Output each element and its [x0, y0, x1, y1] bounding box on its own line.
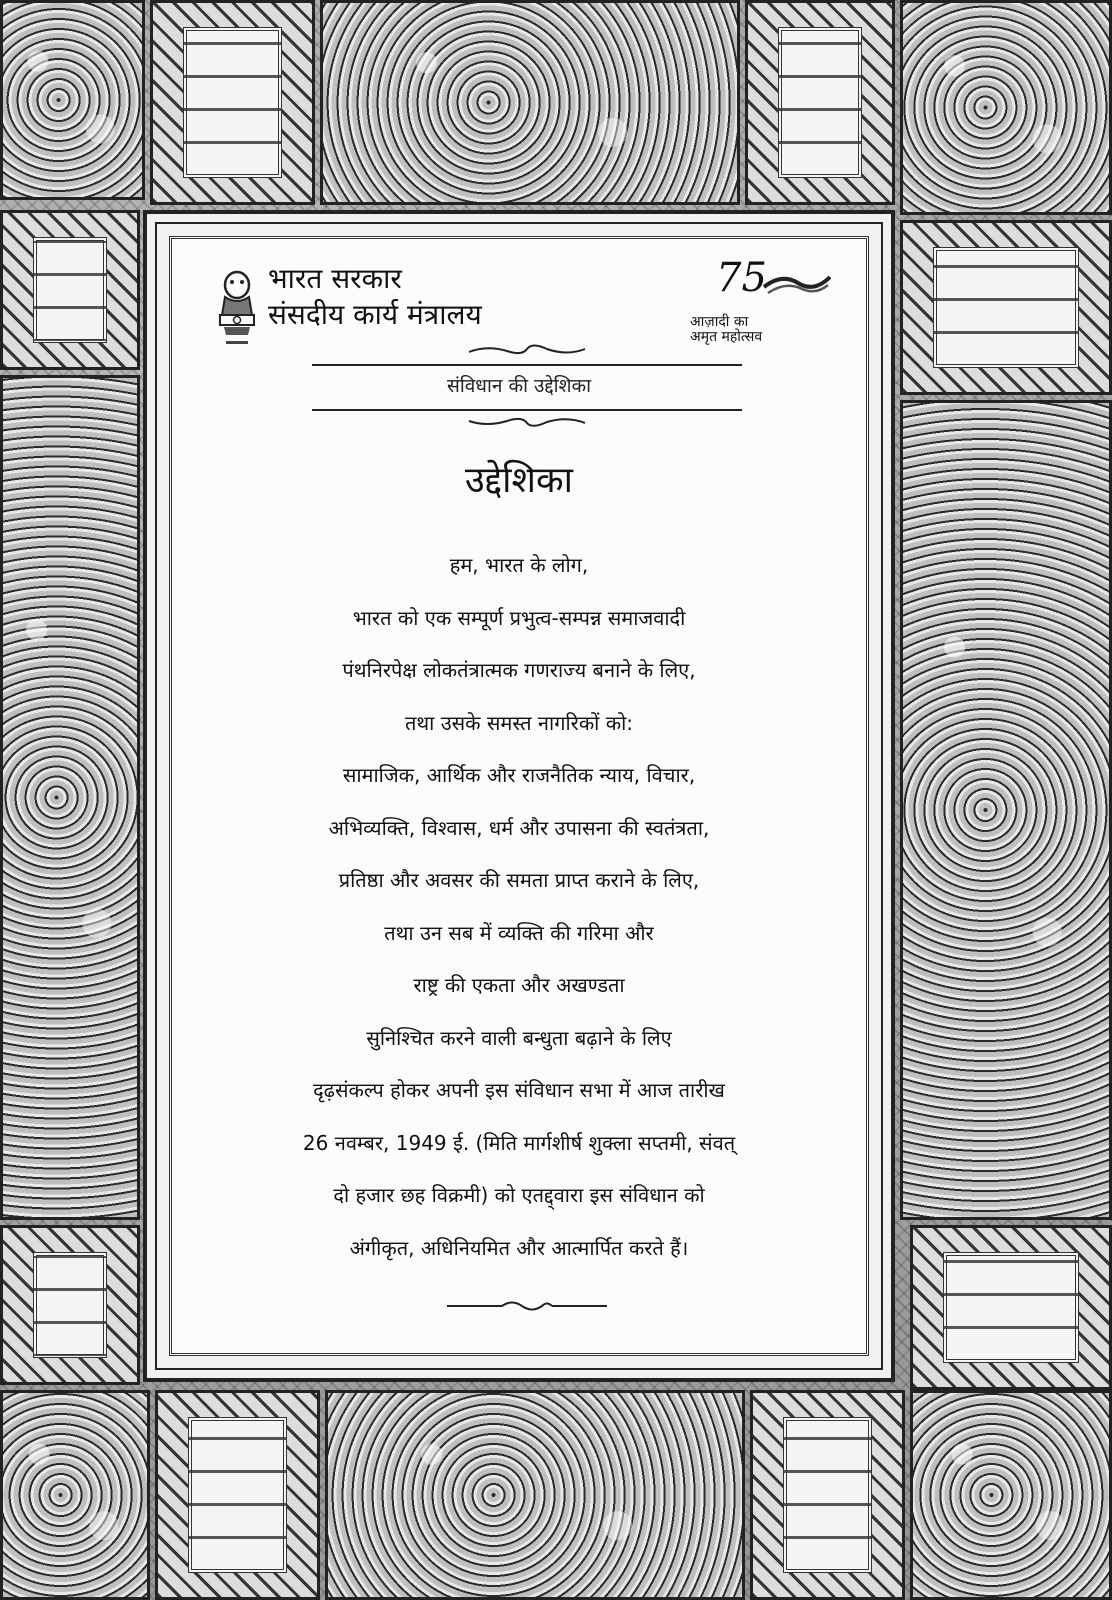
header-rule-bottom [312, 409, 742, 411]
preamble-line: सुनिश्चित करने वाली बन्धुता बढ़ाने के लिए [366, 1025, 672, 1050]
logo-tagline: आज़ादी का अमृत महोत्सव [690, 314, 763, 345]
border-panel-left-lower-box [0, 1225, 140, 1385]
preamble-line: 26 नवम्बर, 1949 ई. (मिति मार्गशीर्ष शुक्ला सप्तमी, संवत् [302, 1130, 736, 1155]
flag-wave-icon [762, 269, 832, 299]
border-panel-top-2 [150, 0, 315, 205]
border-panel-right-lower-box [910, 1225, 1112, 1390]
header-rule-top [312, 364, 742, 366]
preamble-line: हम, भारत के लोग, [449, 553, 589, 577]
ornament-flourish-icon [467, 343, 587, 357]
preamble-line: तथा उसके समस्त नागरिकों को: [404, 710, 633, 735]
closing-flourish-icon [447, 1299, 607, 1313]
preamble-line: प्रतिष्ठा और अवसर की समता प्राप्त कराने के लिए, [338, 868, 700, 892]
preamble-line: पंथनिरपेक्ष लोकतंत्रात्मक गणराज्य बनाने के लिए, [342, 658, 696, 682]
document-frame [143, 210, 895, 1382]
border-panel-top-left [0, 0, 145, 200]
preamble-sheet [169, 236, 869, 1356]
ministry-name: संसदीय कार्य मंत्रालय [268, 298, 482, 331]
border-panel-top-right [900, 0, 1112, 215]
preamble-line: तथा उन सब में व्यक्ति की गरिमा और [384, 920, 654, 945]
border-panel-bottom-2 [155, 1390, 320, 1600]
national-emblem-icon [212, 267, 262, 357]
preamble-text [192, 539, 846, 1274]
border-panel-top-center [320, 0, 740, 205]
border-panel-right-vine [900, 400, 1112, 1220]
preamble-line: दो हजार छह विक्रमी) को एतद्द्वारा इस संविधान को [333, 1183, 705, 1207]
preamble-line: अभिव्यक्ति, विश्वास, धर्म और उपासना की स्वतंत्रता, [328, 815, 710, 840]
logo-number: 75 [716, 255, 767, 301]
preamble-line: अंगीकृत, अधिनियमित और आत्मार्पित करते हैं। [349, 1235, 689, 1260]
preamble-line: राष्ट्र की एकता और अखण्डता [413, 973, 625, 997]
border-panel-bottom-center [325, 1390, 745, 1600]
document-subtitle: संविधान की उद्देशिका [446, 375, 592, 397]
page-title: उद्देशिका [465, 460, 573, 501]
border-panel-bottom-4 [750, 1390, 905, 1600]
azadi-ka-amrit-mahotsav-logo [690, 255, 840, 345]
border-panel-right-box [900, 220, 1112, 395]
preamble-line: सामाजिक, आर्थिक और राजनैतिक न्याय, विचार, [342, 763, 696, 787]
border-panel-top-4 [745, 0, 895, 205]
border-panel-left-vine [0, 375, 140, 1220]
border-panel-bottom-left [0, 1390, 150, 1600]
government-title: भारत सरकार [268, 262, 402, 295]
ornament-flourish-icon [467, 415, 587, 429]
preamble-line: भारत को एक सम्पूर्ण प्रभुत्व-सम्पन्न समाजवादी [352, 605, 686, 630]
border-panel-bottom-right [910, 1390, 1112, 1600]
preamble-line: दृढ़संकल्प होकर अपनी इस संविधान सभा में आज तारीख [313, 1078, 725, 1102]
border-panel-left-box [0, 210, 140, 370]
